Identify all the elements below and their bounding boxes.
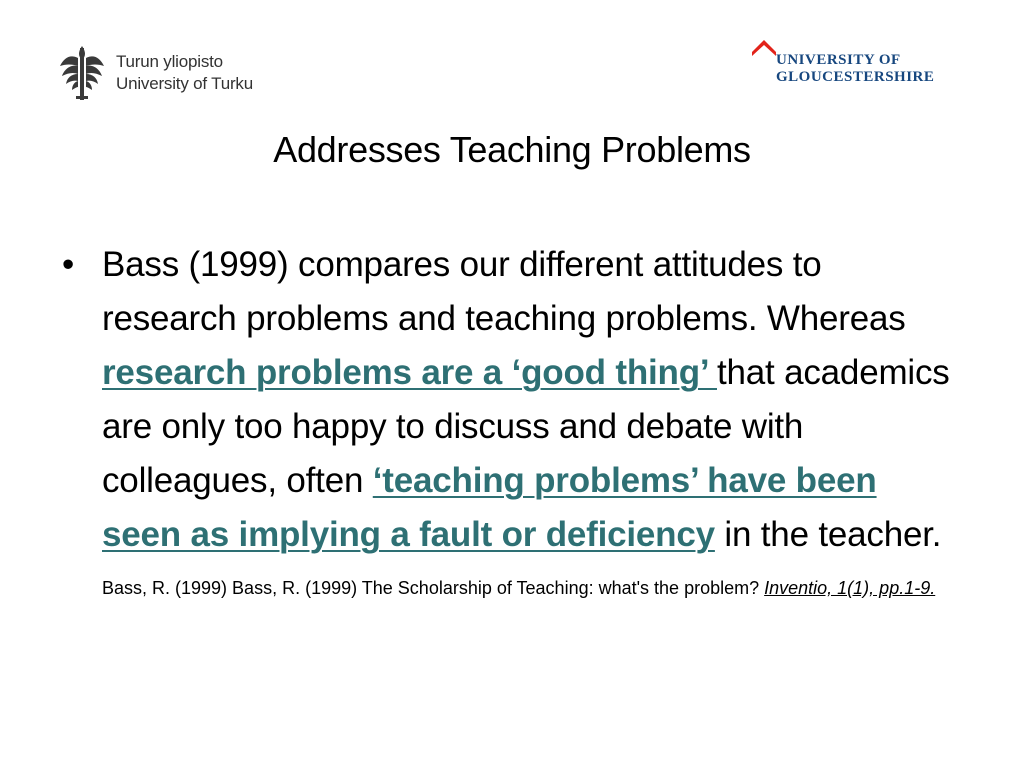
red-chevron-icon: [752, 38, 776, 56]
university-of-turku-logo: [58, 44, 253, 102]
slide-body: [62, 238, 962, 603]
link-research-problems[interactable]: research problems are a ‘good thing’: [102, 353, 717, 392]
turku-logo-text: [116, 51, 253, 95]
bullet-text-3: in the teacher.: [714, 515, 942, 554]
bullet-point: [62, 238, 962, 562]
bullet-text-2: that academics are only too happy to discuss and debate with colleagues, often: [102, 353, 950, 500]
slide-title: Addresses Teaching Problems: [273, 129, 751, 170]
link-teaching-problems[interactable]: ‘teaching problems’ have been seen as implying a fault or deficiency: [102, 461, 877, 554]
gloucestershire-logo-line-1: UNIVERSITY OF: [776, 52, 901, 68]
gloucestershire-logo-line-2: GLOUCESTERSHIRE: [776, 69, 935, 85]
turku-logo-line-1: Turun yliopisto: [116, 52, 223, 71]
gloucestershire-logo-text: [776, 52, 934, 86]
bullet-marker: •: [62, 245, 75, 284]
torch-emblem-icon: [58, 44, 106, 102]
citation-journal-link[interactable]: Inventio, 1(1), pp.1-9.: [764, 578, 936, 598]
turku-logo-line-2: University of Turku: [116, 74, 253, 93]
citation: [102, 574, 962, 603]
citation-text: Bass, R. (1999) Bass, R. (1999) The Scholarship of Teaching: what's the problem?: [102, 578, 765, 598]
university-of-gloucestershire-logo: [752, 38, 958, 90]
bullet-text-1: Bass (1999) compares our different attitudes to research problems and teaching problems. Whereas: [102, 245, 906, 338]
